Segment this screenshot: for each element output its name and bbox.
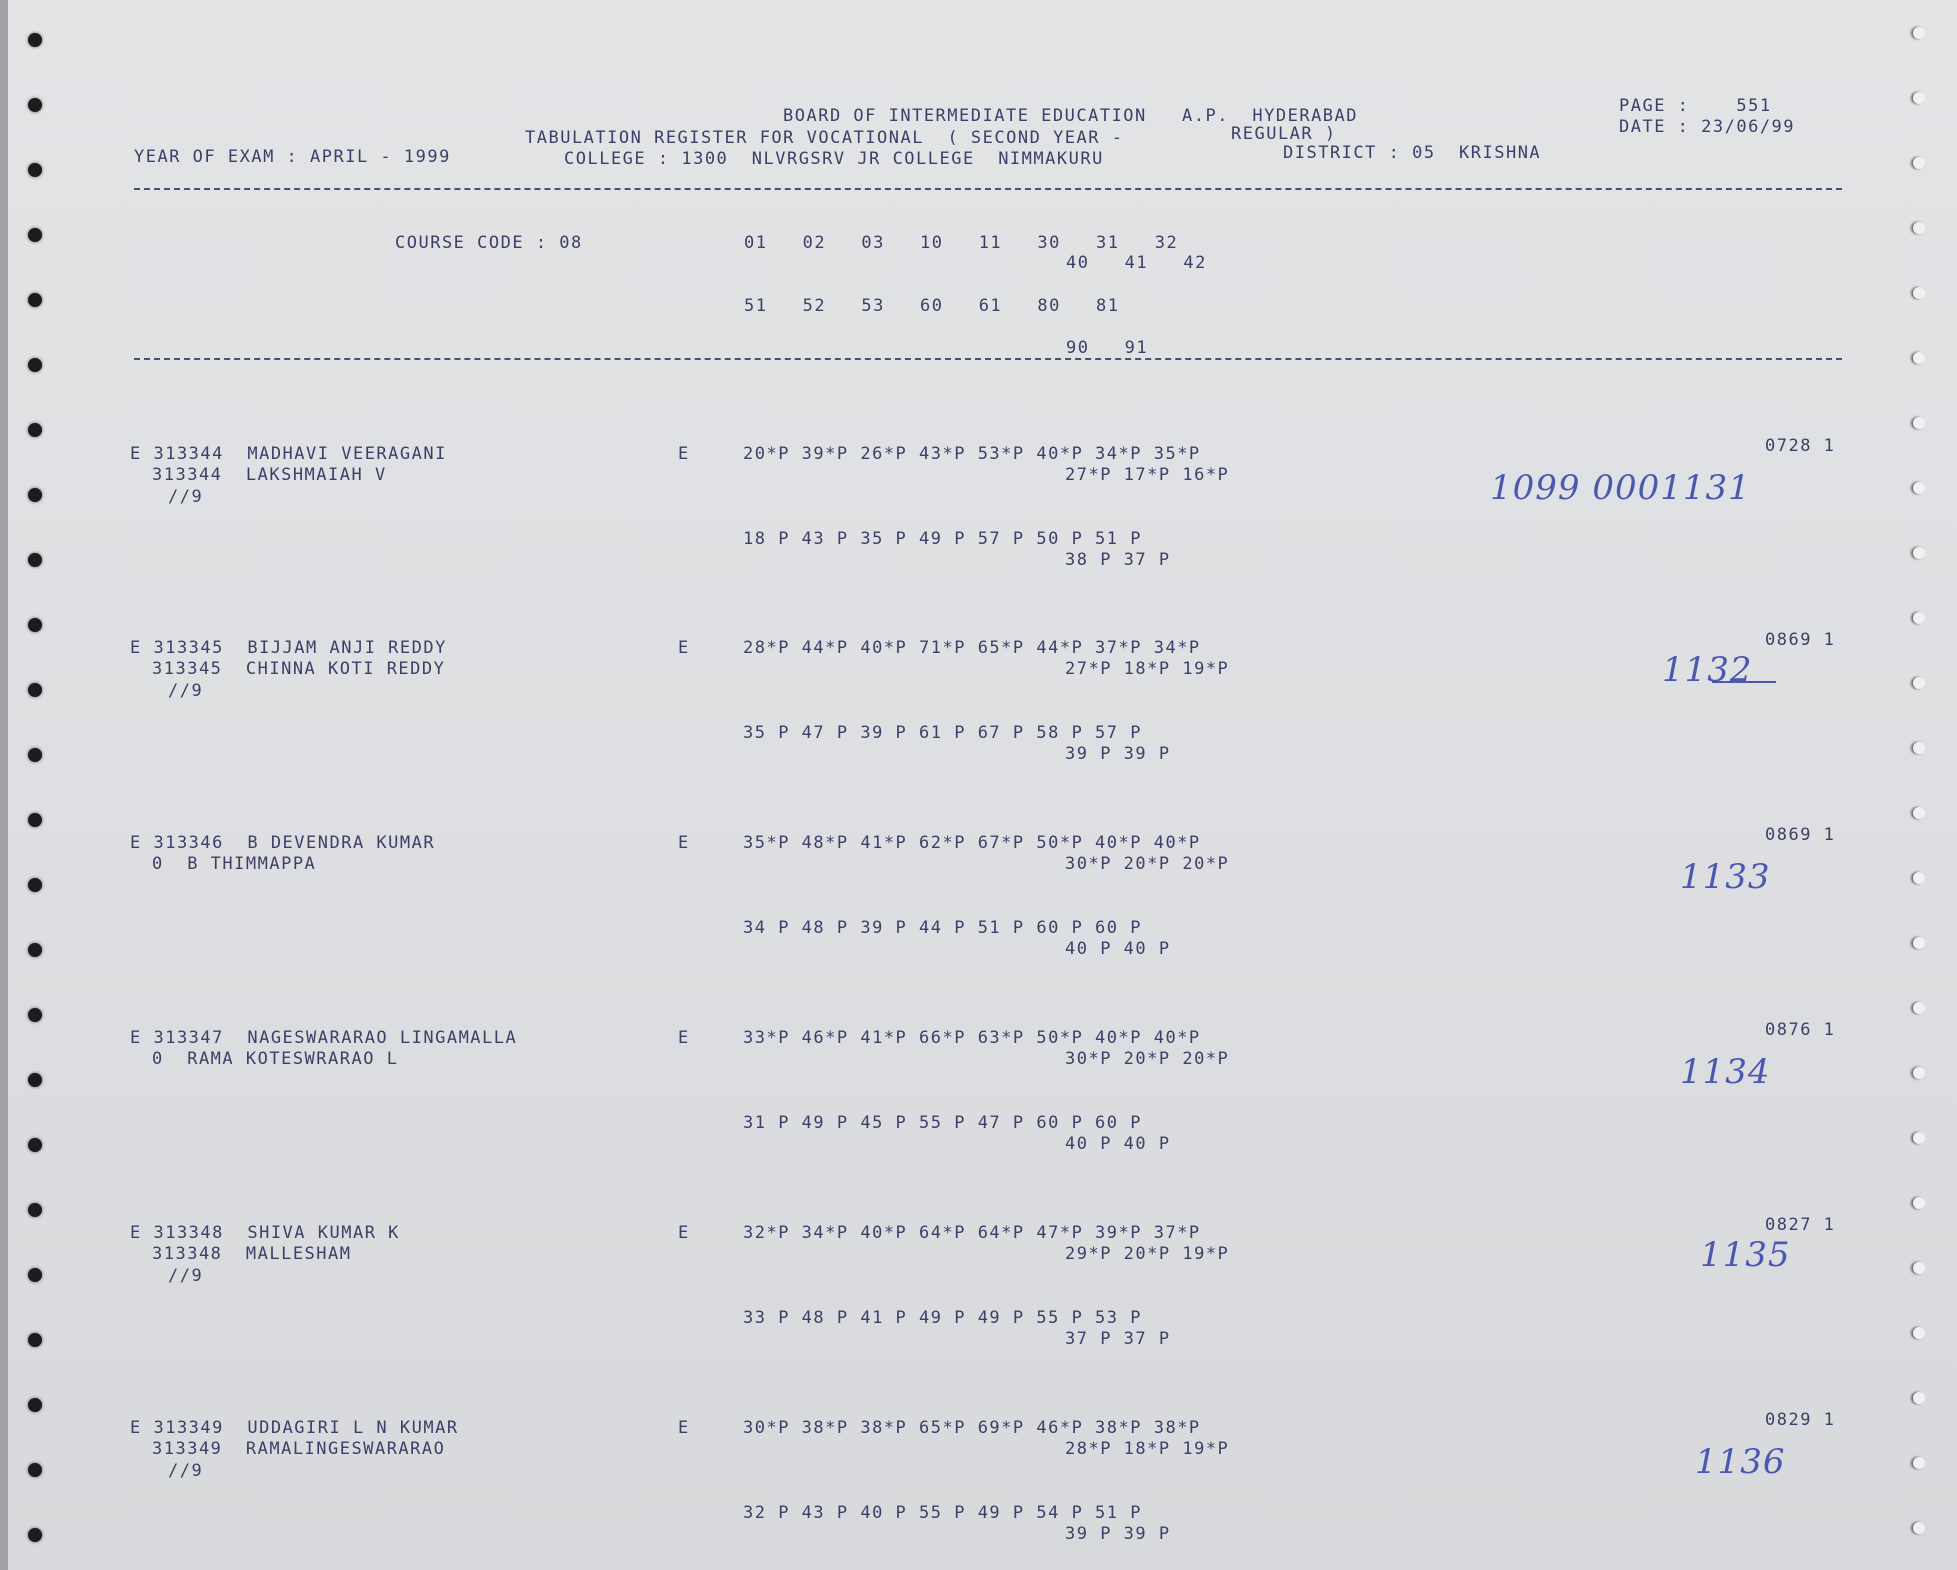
print-date: DATE : 23/06/99	[1619, 117, 1796, 137]
handwritten-serial: 1099 0001131	[1490, 468, 1751, 508]
year-of-exam: YEAR OF EXAM : APRIL - 1999	[134, 147, 451, 167]
feed-hole	[1913, 157, 1925, 169]
marks-row4: 40 P 40 P	[1065, 939, 1171, 959]
student-id-name: E 313349 UDDAGIRI L N KUMAR	[130, 1418, 459, 1438]
feed-hole	[28, 488, 42, 502]
marks-row2: 30*P 20*P 20*P	[1065, 1049, 1230, 1069]
marks-row4: 37 P 37 P	[1065, 1329, 1171, 1349]
marks-row4: 39 P 39 P	[1065, 1524, 1171, 1544]
feed-hole	[28, 813, 42, 827]
student-code-suffix: //9	[168, 487, 204, 507]
student-category: E	[678, 1418, 690, 1438]
handwritten-serial: 1132	[1662, 650, 1753, 690]
marks-row2: 27*P 17*P 16*P	[1065, 465, 1230, 485]
course-divider	[134, 358, 1842, 360]
feed-hole	[28, 1203, 42, 1217]
subject-codes-row3: 51 52 53 60 61 80 81	[744, 296, 1120, 316]
page-number: PAGE : 551	[1619, 96, 1772, 116]
total-marks: 0728 1	[1765, 436, 1836, 456]
feed-hole	[28, 1268, 42, 1282]
feed-hole	[1913, 1197, 1925, 1209]
feed-hole	[28, 878, 42, 892]
marks-row2: 28*P 18*P 19*P	[1065, 1439, 1230, 1459]
feed-hole	[1913, 1522, 1925, 1534]
student-parent-name: 313348 MALLESHAM	[152, 1244, 352, 1264]
student-parent-name: 0 RAMA KOTESWRARAO L	[152, 1049, 399, 1069]
student-code-suffix: //9	[168, 1461, 204, 1481]
handwritten-serial: 1134	[1680, 1052, 1771, 1092]
feed-hole	[28, 293, 42, 307]
marks-row4: 39 P 39 P	[1065, 744, 1171, 764]
marks-row1: 28*P 44*P 40*P 71*P 65*P 44*P 37*P 34*P	[743, 638, 1201, 658]
register-title: TABULATION REGISTER FOR VOCATIONAL ( SECOND YEAR -	[525, 128, 1124, 148]
total-marks: 0869 1	[1765, 825, 1836, 845]
marks-row3: 33 P 48 P 41 P 49 P 49 P 55 P 53 P	[743, 1308, 1142, 1328]
subject-codes-row2: 40 41 42	[1066, 253, 1207, 273]
feed-hole	[1913, 612, 1925, 624]
student-id-name: E 313348 SHIVA KUMAR K	[130, 1223, 400, 1243]
feed-hole	[1913, 677, 1925, 689]
feed-hole	[28, 943, 42, 957]
feed-hole	[28, 228, 42, 242]
marks-row2: 27*P 18*P 19*P	[1065, 659, 1230, 679]
marks-row4: 38 P 37 P	[1065, 550, 1171, 570]
feed-hole	[28, 1073, 42, 1087]
feed-hole	[28, 618, 42, 632]
student-parent-name: 0 B THIMMAPPA	[152, 854, 317, 874]
district-info: DISTRICT : 05 KRISHNA	[1283, 143, 1542, 163]
student-code-suffix: //9	[168, 681, 204, 701]
feed-hole	[28, 1463, 42, 1477]
feed-hole	[1913, 1132, 1925, 1144]
course-code: COURSE CODE : 08	[395, 233, 583, 253]
feed-hole	[28, 1008, 42, 1022]
handwritten-serial: 1136	[1695, 1442, 1786, 1482]
feed-hole	[1913, 287, 1925, 299]
feed-hole	[28, 748, 42, 762]
marks-row1: 32*P 34*P 40*P 64*P 64*P 47*P 39*P 37*P	[743, 1223, 1201, 1243]
college-info: COLLEGE : 1300 NLVRGSRV JR COLLEGE NIMMAKURU	[564, 149, 1104, 169]
total-marks: 0829 1	[1765, 1410, 1836, 1430]
handwritten-underline	[1712, 681, 1776, 683]
student-id-name: E 313347 NAGESWARARAO LINGAMALLA	[130, 1028, 518, 1048]
handwritten-serial: 1133	[1680, 857, 1771, 897]
paper-edge	[0, 0, 8, 1570]
student-parent-name: 313344 LAKSHMAIAH V	[152, 465, 387, 485]
total-marks: 0869 1	[1765, 630, 1836, 650]
handwritten-serial: 1135	[1700, 1235, 1791, 1275]
student-category: E	[678, 1028, 690, 1048]
total-marks: 0827 1	[1765, 1215, 1836, 1235]
student-id-name: E 313344 MADHAVI VEERAGANI	[130, 444, 447, 464]
feed-hole	[28, 98, 42, 112]
feed-hole	[28, 1528, 42, 1542]
student-category: E	[678, 1223, 690, 1243]
feed-hole	[1913, 352, 1925, 364]
feed-hole	[1913, 417, 1925, 429]
marks-row1: 20*P 39*P 26*P 43*P 53*P 40*P 34*P 35*P	[743, 444, 1201, 464]
student-id-name: E 313345 BIJJAM ANJI REDDY	[130, 638, 447, 658]
marks-row1: 35*P 48*P 41*P 62*P 67*P 50*P 40*P 40*P	[743, 833, 1201, 853]
marks-row3: 31 P 49 P 45 P 55 P 47 P 60 P 60 P	[743, 1113, 1142, 1133]
feed-hole	[28, 1398, 42, 1412]
feed-hole	[1913, 937, 1925, 949]
feed-hole	[1913, 222, 1925, 234]
regular-label: REGULAR )	[1231, 124, 1337, 144]
student-parent-name: 313345 CHINNA KOTI REDDY	[152, 659, 446, 679]
feed-hole	[1913, 547, 1925, 559]
marks-row3: 35 P 47 P 39 P 61 P 67 P 58 P 57 P	[743, 723, 1142, 743]
feed-hole	[1913, 807, 1925, 819]
feed-hole	[1913, 1392, 1925, 1404]
feed-hole	[28, 358, 42, 372]
feed-hole	[1913, 1327, 1925, 1339]
feed-hole	[1913, 1002, 1925, 1014]
subject-codes-row4: 90 91	[1066, 338, 1149, 358]
feed-hole	[28, 163, 42, 177]
student-category: E	[678, 833, 690, 853]
feed-hole	[28, 553, 42, 567]
marks-row1: 33*P 46*P 41*P 66*P 63*P 50*P 40*P 40*P	[743, 1028, 1201, 1048]
total-marks: 0876 1	[1765, 1020, 1836, 1040]
feed-hole	[1913, 482, 1925, 494]
feed-hole	[28, 1138, 42, 1152]
feed-hole	[1913, 92, 1925, 104]
feed-hole	[1913, 27, 1925, 39]
feed-hole	[28, 1333, 42, 1347]
marks-row4: 40 P 40 P	[1065, 1134, 1171, 1154]
feed-hole	[28, 423, 42, 437]
marks-row3: 18 P 43 P 35 P 49 P 57 P 50 P 51 P	[743, 529, 1142, 549]
feed-hole	[1913, 872, 1925, 884]
feed-hole	[28, 683, 42, 697]
feed-hole	[1913, 1067, 1925, 1079]
board-title: BOARD OF INTERMEDIATE EDUCATION A.P. HYDERABAD	[783, 106, 1359, 126]
student-category: E	[678, 444, 690, 464]
student-category: E	[678, 638, 690, 658]
marks-row2: 30*P 20*P 20*P	[1065, 854, 1230, 874]
marks-row3: 32 P 43 P 40 P 55 P 49 P 54 P 51 P	[743, 1503, 1142, 1523]
feed-hole	[1913, 1262, 1925, 1274]
feed-hole	[1913, 1457, 1925, 1469]
feed-hole	[1913, 742, 1925, 754]
marks-row3: 34 P 48 P 39 P 44 P 51 P 60 P 60 P	[743, 918, 1142, 938]
marks-row1: 30*P 38*P 38*P 65*P 69*P 46*P 38*P 38*P	[743, 1418, 1201, 1438]
feed-hole	[28, 33, 42, 47]
header-divider	[134, 188, 1842, 190]
student-code-suffix: //9	[168, 1266, 204, 1286]
student-id-name: E 313346 B DEVENDRA KUMAR	[130, 833, 436, 853]
marks-row2: 29*P 20*P 19*P	[1065, 1244, 1230, 1264]
student-parent-name: 313349 RAMALINGESWARARAO	[152, 1439, 446, 1459]
subject-codes-row1: 01 02 03 10 11 30 31 32	[744, 233, 1179, 253]
